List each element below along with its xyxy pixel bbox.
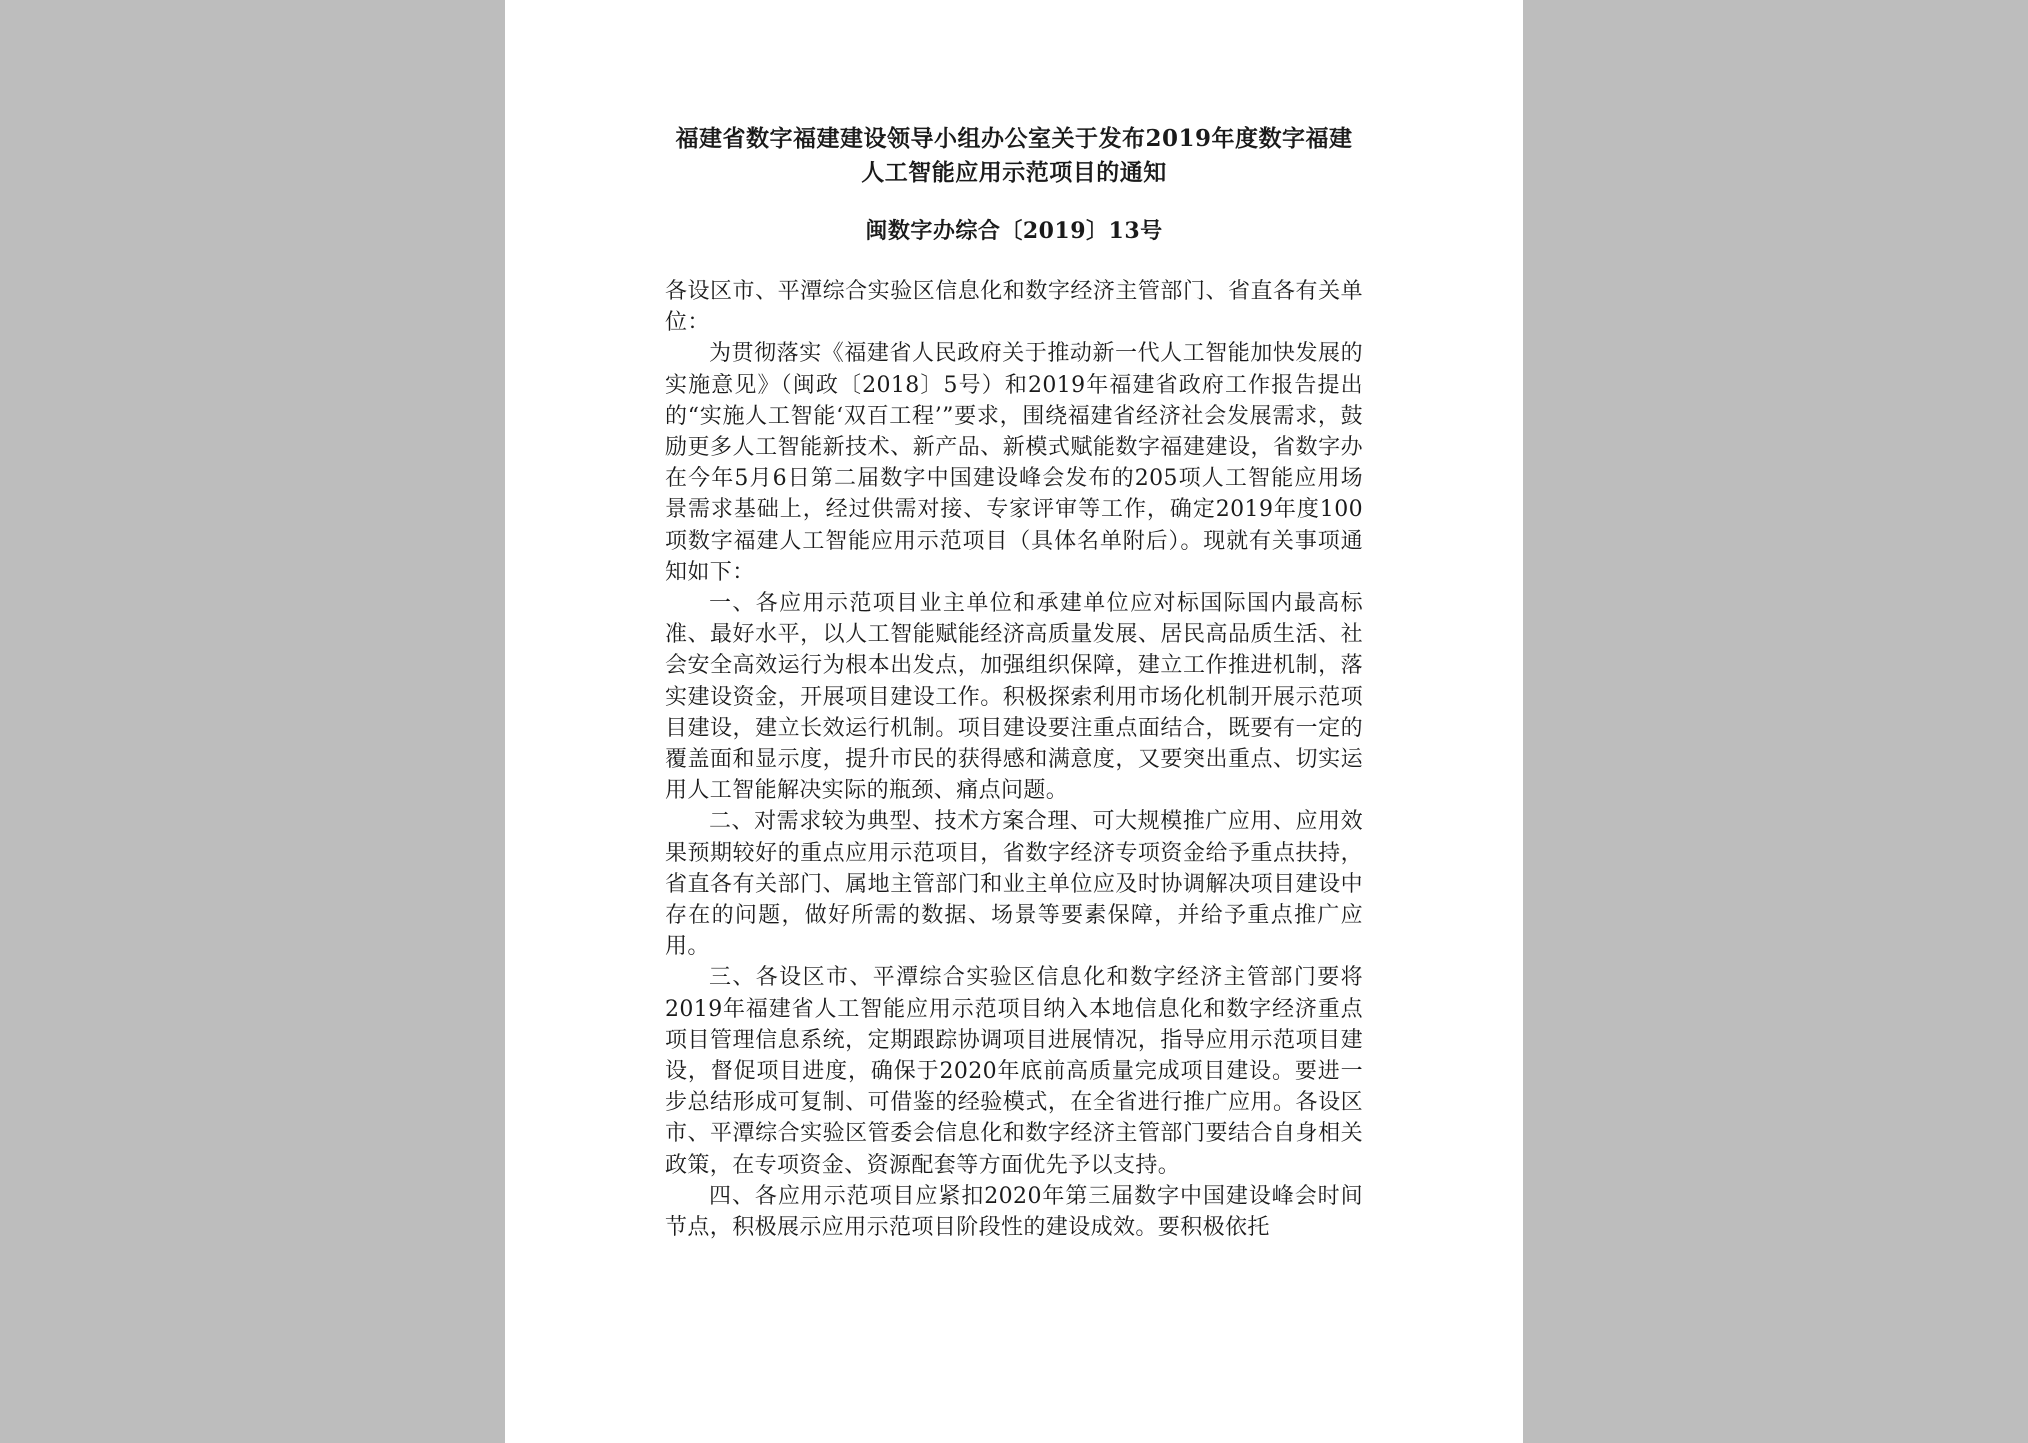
paragraph-3: 三、各设区市、平潭综合实验区信息化和数字经济主管部门要将2019年福建省人工智能应用示范项目纳入本地信息化和数字经济重点项目管理信息系统，定期跟踪协调项目进展情况，指导应用示范项目建设，督促项目进度，确保于2020年底前高质量完成项目建设。要进一步总结形成可复制、可借鉴的经验模式，在全省进行推广应用。各设区市、平潭综合实验区管委会信息化和数字经济主管部门要结合自身相关政策，在专项资金、资源配套等方面优先予以支持。 [665, 965, 1363, 1178]
document-page [505, 0, 1523, 1443]
title-line-2: 人工智能应用示范项目的通知 [861, 159, 1167, 186]
paragraph-1: 一、各应用示范项目业主单位和承建单位应对标国际国内最高标准、最好水平，以人工智能赋能经济高质量发展、居民高品质生活、社会安全高效运行为根本出发点，加强组织保障，建立工作推进机制，落实建设资金，开展项目建设工作。积极探索利用市场化机制开展示范项目建设，建立长效运行机制。项目建设要注重点面结合，既要有一定的覆盖面和显示度，提升市民的获得感和满意度，又要突出重点、切实运用人工智能解决实际的瓶颈、痛点问题。 [665, 591, 1363, 804]
document-body [665, 276, 1363, 1243]
document-content [665, 122, 1363, 1243]
document-title [665, 122, 1363, 190]
salutation: 各设区市、平潭综合实验区信息化和数字经济主管部门、省直各有关单位： [665, 279, 1363, 336]
title-line-1: 福建省数字福建建设领导小组办公室关于发布2019年度数字福建 [675, 125, 1353, 152]
paragraph-2: 二、对需求较为典型、技术方案合理、可大规模推广应用、应用效果预期较好的重点应用示范项目，省数字经济专项资金给予重点扶持，省直各有关部门、属地主管部门和业主单位应及时协调解决项目建设中存在的问题，做好所需的数据、场景等要素保障，并给予重点推广应用。 [665, 809, 1363, 960]
paragraph-intro: 为贯彻落实《福建省人民政府关于推动新一代人工智能加快发展的实施意见》（闽政〔2018〕5号）和2019年福建省政府工作报告提出的“实施人工智能‘双百工程’”要求，围绕福建省经济社会发展需求，鼓励更多人工智能新技术、新产品、新模式赋能数字福建建设，省数字办在今年5月6日第二届数字中国建设峰会发布的205项人工智能应用场景需求基础上，经过供需对接、专家评审等工作，确定2019年度100项数字福建人工智能应用示范项目（具体名单附后）。现就有关事项通知如下： [665, 341, 1363, 585]
document-number: 闽数字办综合〔2019〕13号 [865, 218, 1163, 244]
paragraph-4: 四、各应用示范项目应紧扣2020年第三届数字中国建设峰会时间节点，积极展示应用示范项目阶段性的建设成效。要积极依托 [665, 1183, 1363, 1241]
